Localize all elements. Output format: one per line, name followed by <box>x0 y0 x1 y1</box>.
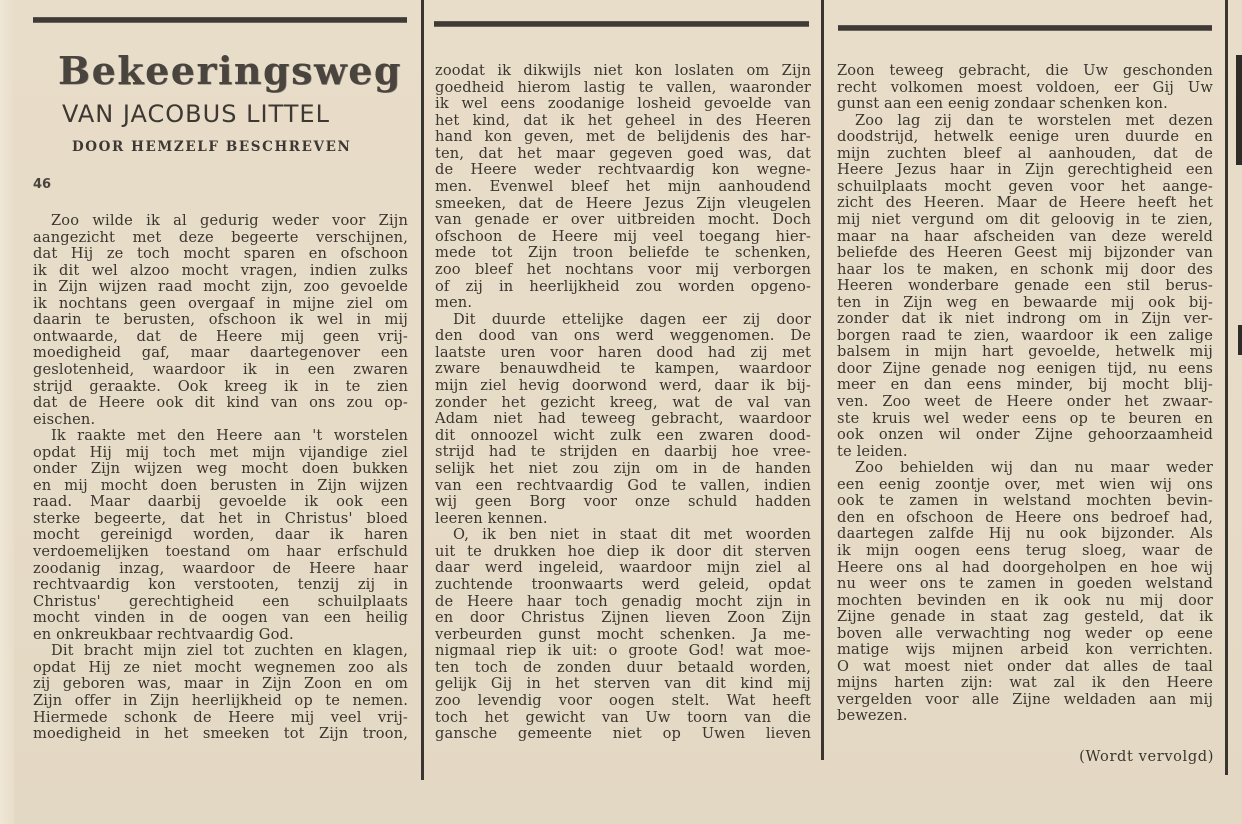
continued-note: (Wordt vervolgd) <box>1079 748 1214 765</box>
text-line: schuilplaats mocht geven voor het aange- <box>837 177 1213 195</box>
page-edge <box>0 0 14 824</box>
text-line: borgen raad te zien, waardoor ik een zalige <box>837 326 1213 344</box>
text-line: ten toch de zonden duur betaald worden, <box>435 658 811 676</box>
text-line: smeeken, dat de Heere Jezus Zijn vleugelen <box>435 194 811 212</box>
text-line: zoodanig inzag, waardoor de Heere haar <box>33 559 408 577</box>
text-line: den en ofschoon de Heere ons bedroef had, <box>837 508 1213 526</box>
text-line: mede tot Zijn troon beliefde te schenken, <box>435 244 811 262</box>
text-line: Hiermede schonk de Heere mij veel vrij- <box>33 708 408 726</box>
text-line: matige wijs mijnen arbeid kon verrichten. <box>837 641 1213 659</box>
column-1-top-rule <box>33 17 407 23</box>
text-line: Dit bracht mijn ziel tot zuchten en klagen, <box>51 642 408 660</box>
text-line: Heeren wonderbare genade een stil berus- <box>837 277 1213 295</box>
text-line: ofschoon de Heere mij veel toegang hier- <box>435 227 811 245</box>
text-line: opdat Hij mij toch met mijn vijandige ziel <box>33 443 408 461</box>
text-line: aangezicht met deze begeerte verschijnen, <box>33 228 408 246</box>
text-line: ik dit wel alzoo mocht vragen, indien zulks <box>33 261 408 279</box>
text-line: zware benauwdheid te kampen, waardoor <box>435 360 811 378</box>
text-line: moedigheid gaf, maar daartegenover een <box>33 344 408 362</box>
text-line: of zij in heerlijkheid zou worden opgeno- <box>435 277 811 295</box>
text-line: zonder het gezicht kreeg, wat de val van <box>435 393 811 411</box>
text-line: zoodat ik dikwijls niet kon loslaten om Zijn <box>435 62 811 79</box>
text-line: dit onnoozel wicht zulk een zwaren dood- <box>435 426 811 444</box>
text-line: Zoo behielden wij dan nu maar weder <box>855 459 1213 477</box>
text-line: gelijk Gij in het sterven van dit kind mij <box>435 675 811 693</box>
text-line: ik wel eens zoodanige losheid gevoelde van <box>435 95 811 113</box>
text-line: door Zijne genade nog eenigen tijd, nu eens <box>837 359 1213 377</box>
text-line: balsem in mijn hart gevoelde, hetwelk mij <box>837 343 1213 361</box>
column-divider-2 <box>821 0 824 760</box>
text-line: O, ik ben niet in staat dit met woorden <box>453 526 811 544</box>
text-line: eischen. <box>33 410 96 428</box>
text-line: ik mijn oogen eens terug sloeg, waar de <box>837 541 1213 559</box>
text-line: ook onzen wil onder Zijne gehoorzaamheid <box>837 426 1213 444</box>
text-line: daartegen zalfde Hij nu ook bijzonder. Als <box>837 525 1213 543</box>
adjacent-column-fragment <box>1238 325 1242 355</box>
text-line: toch het gewicht van Uw toorn van die <box>435 708 811 726</box>
text-line: opdat Hij ze niet mocht wegnemen zoo als <box>33 658 408 676</box>
text-line: mij niet vergund om dit geloovig in te zien, <box>837 210 1213 228</box>
text-line: sterke begeerte, dat het in Christus' bloed <box>33 509 408 527</box>
text-line: de Heere haar toch genadig mocht zijn in <box>435 592 811 610</box>
text-line: zij geboren was, maar in Zijn Zoon en om <box>33 675 408 693</box>
text-line: Zoon teweeg gebracht, die Uw geschonden <box>837 62 1213 79</box>
text-line: men. Evenwel bleef het mijn aanhoudend <box>435 178 811 196</box>
text-line: ven. Zoo weet de Heere onder het zwaar- <box>837 393 1213 410</box>
text-line: Zijn offer in Zijn heerlijkheid op te nemen. <box>33 691 408 709</box>
text-line: mochten bevinden en ik ook nu mij door <box>837 591 1213 609</box>
text-line: selijk het niet zou zijn om in de handen <box>435 459 811 477</box>
text-line: te leiden. <box>837 442 908 460</box>
text-line: mocht vinden in de oogen van een heilig <box>33 609 408 627</box>
text-line: beliefde des Heeren Geest mij bijzonder van <box>837 244 1213 262</box>
text-line: Christus' gerechtigheid een schuilplaats <box>33 592 408 610</box>
column-divider-1 <box>421 0 424 780</box>
text-line: men. <box>435 294 473 312</box>
text-line: daarin te berusten, ofschoon ik wel in mij <box>33 311 408 329</box>
text-line: en mij mocht doen berusten in Zijn wijzen <box>33 476 408 494</box>
text-line: verbeurden gunst mocht schenken. Ja me- <box>435 625 811 643</box>
text-line: gansche gemeente niet op Uwen lieven <box>435 725 811 743</box>
column-divider-3 <box>1225 0 1228 775</box>
text-line: mijn zuchten bleef al aanhouden, dat de <box>837 144 1213 162</box>
text-line: gunst aan een eenig zondaar schenken kon. <box>837 95 1168 113</box>
article-byline: DOOR HEMZELF BESCHREVEN <box>72 139 352 155</box>
text-line: mijns harten zijn: wat zal ik den Heere <box>837 674 1213 692</box>
text-line: zoo levendig voor oogen stelt. Wat heeft <box>435 692 811 710</box>
text-line: doodstrijd, hetwelk eenige uren duurde en <box>837 128 1213 146</box>
text-line: zoo bleef het nochtans voor mij verborgen <box>435 260 811 278</box>
text-line: bewezen. <box>837 707 908 725</box>
text-line: strijd geraakte. Ook kreeg ik in te zien <box>33 377 408 395</box>
text-line: nu weer ons te zamen in goeden welstand <box>837 575 1213 593</box>
text-line: laatste uren voor haren dood had zij met <box>435 343 811 361</box>
text-line: maar na haar afscheiden van deze wereld <box>837 227 1213 245</box>
text-line: Ik raakte met den Heere aan 't worstelen <box>51 427 408 445</box>
text-line: daar werd ingeleid, waardoor mijn ziel al <box>435 559 811 577</box>
text-line: Zoo wilde ik al gedurig weder voor Zijn <box>51 212 408 229</box>
text-line: Zijne genade in staat zag gesteld, dat ik <box>837 608 1213 626</box>
text-line: mocht gereinigd worden, daar ik haren <box>33 526 408 544</box>
text-line: Dit duurde ettelijke dagen eer zij door <box>453 310 811 328</box>
text-line: de Heere weder rechtvaardig kon wegne- <box>435 161 811 179</box>
text-line: ontwaarde, dat de Heere mij geen vrij- <box>33 327 408 345</box>
text-line: strijd had te strijden en daarbij hoe vree- <box>435 443 811 461</box>
text-line: ook te zamen in welstand mochten bevin- <box>837 492 1213 510</box>
adjacent-column-fragment <box>1236 55 1242 165</box>
text-line: ste kruis wel weder eens op te beuren en <box>837 409 1213 427</box>
text-line: vergelden voor alle Zijne weldaden aan mij <box>837 690 1213 708</box>
text-line: dat de Heere ook dit kind van ons zou op- <box>33 394 408 412</box>
text-line: boven alle verwachting nog weder op eene <box>837 624 1213 642</box>
text-line: rechtvaardig kon verstooten, tenzij zij in <box>33 576 408 594</box>
text-line: van genade er over uitbreiden mocht. Doch <box>435 211 811 229</box>
text-line: een eenig zoontje over, met wien wij ons <box>837 475 1213 493</box>
text-line: verdoemelijken toestand om haar erfschuld <box>33 543 408 560</box>
text-line: hand kon geven, met de belijdenis des har- <box>435 128 811 146</box>
text-line: haar los te maken, en schonk mij door des <box>837 260 1213 278</box>
text-line: van een rechtvaardig God te vallen, indien <box>435 476 811 494</box>
column-3-top-rule <box>838 25 1212 31</box>
text-line: den dood van ons werd weggenomen. De <box>435 327 811 345</box>
text-line: en onkreukbaar rechtvaardig God. <box>33 625 294 643</box>
text-line: raad. Maar daarbij gevoelde ik ook een <box>33 493 408 511</box>
text-line: Heere ons al had doorgeholpen en hoe wij <box>837 558 1213 576</box>
text-line: zonder dat ik niet indrong om in Zijn ver- <box>837 310 1213 328</box>
text-line: O wat moest niet onder dat alles de taal <box>837 657 1213 675</box>
text-line: het kind, dat ik het geheel in des Heeren <box>435 111 811 129</box>
text-line: leeren kennen. <box>435 509 548 527</box>
text-line: meer en dan eens minder, bij mocht blij- <box>837 376 1213 394</box>
text-line: dat Hij ze toch mocht sparen en ofschoon <box>33 245 408 263</box>
text-line: goedheid hierom lastig te vallen, waaronder <box>435 78 811 96</box>
text-line: Adam niet had teweeg gebracht, waardoor <box>435 410 811 428</box>
installment-number: 46 <box>33 177 52 192</box>
text-line: geslotenheid, waardoor ik in een zwaren <box>33 360 408 378</box>
text-line: en door Christus Zijnen lieven Zoon Zijn <box>435 609 811 627</box>
article-subtitle: VAN JACOBUS LITTEL <box>62 100 330 128</box>
text-line: in Zijn wijzen raad mocht zijn, zoo gevoelde <box>33 278 408 296</box>
text-line: Zoo lag zij dan te worstelen met dezen <box>855 111 1213 129</box>
text-line: ten in Zijn weg en bewaarde mij ook bij- <box>837 293 1213 311</box>
text-line: mijn ziel hevig doorwond werd, daar ik bij- <box>435 377 811 395</box>
text-line: zuchtende troonwaarts werd geleid, opdat <box>435 575 811 593</box>
text-line: ik nochtans geen overgaaf in mijne ziel om <box>33 294 408 312</box>
text-line: wij geen Borg voor onze schuld hadden <box>435 493 811 511</box>
text-line: ten, dat het maar gegeven goed was, dat <box>435 144 811 162</box>
text-line: moedigheid in het smeeken tot Zijn troon, <box>33 725 408 743</box>
article-title: Bekeeringsweg <box>58 48 402 93</box>
column-2-top-rule <box>434 21 809 27</box>
text-line: zicht des Heeren. Maar de Heere heeft het <box>837 194 1213 212</box>
text-line: Heere Jezus haar in Zijn gerechtigheid een <box>837 161 1213 179</box>
text-line: recht volkomen moest voldoen, eer Gij Uw <box>837 78 1213 96</box>
text-line: uit te drukken hoe diep ik door dit sterven <box>435 542 811 560</box>
text-line: onder Zijn wijzen weg mocht doen bukken <box>33 460 408 478</box>
text-line: nigmaal riep ik uit: o groote God! wat moe- <box>435 642 811 660</box>
